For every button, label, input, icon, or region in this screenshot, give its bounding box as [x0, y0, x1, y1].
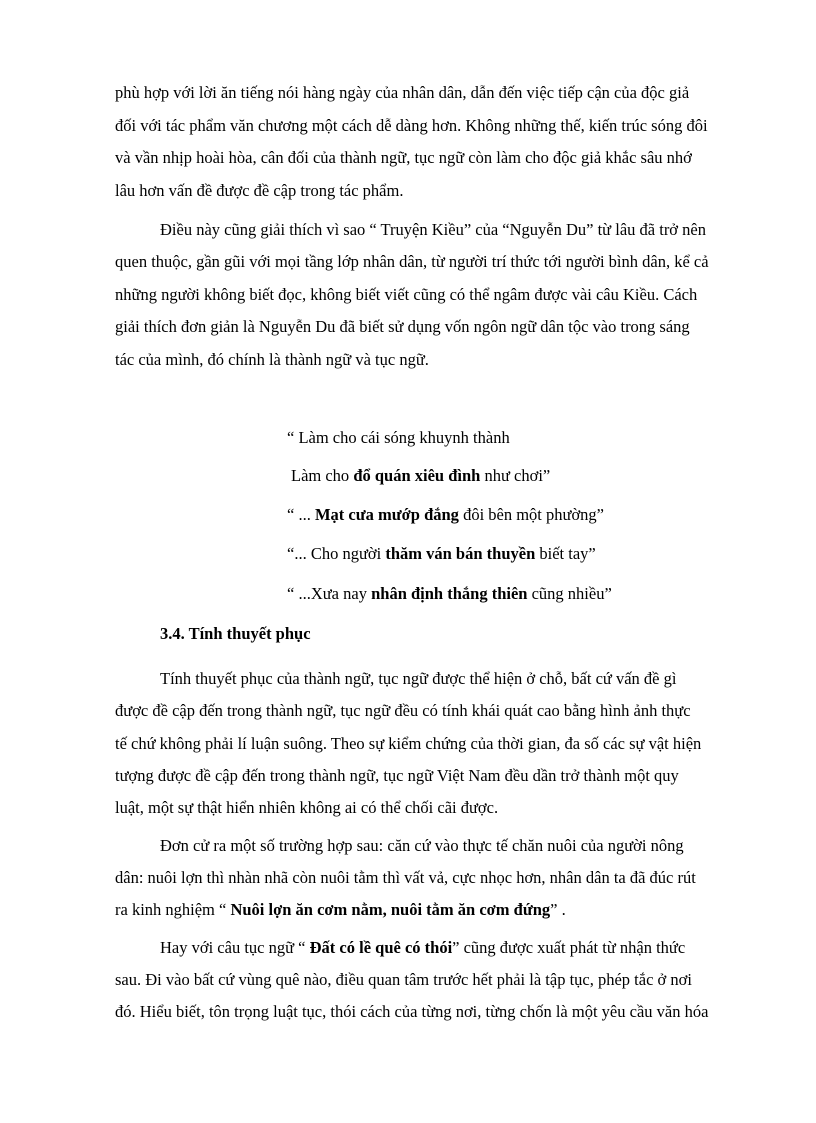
paragraph-2-line-4: giải thích đơn giản là Nguyễn Du đã biết sử dụng vốn ngôn ngữ dân tộc vào trong sáng — [115, 317, 690, 336]
paragraph-4-line-3 — [115, 900, 566, 920]
paragraph-5-line-1 — [160, 938, 685, 958]
verse-5 — [287, 584, 612, 604]
paragraph-4-line-1: Đơn cử ra một số trường hợp sau: căn cứ vào thực tế chăn nuôi của người nông — [160, 836, 684, 855]
paragraph-3-line-5: luật, một sự thật hiển nhiên không ai có thể chối cãi được. — [115, 798, 499, 817]
paragraph-2-line-2: quen thuộc, gần gũi với mọi tầng lớp nhân dân, từ người trí thức tới người bình dân, kể cả — [115, 252, 709, 271]
paragraph-4-line-2: dân: nuôi lợn thì nhàn nhã còn nuôi tằm thì vất vả, cực nhọc hơn, nhân dân ta đã đúc rút — [115, 868, 696, 887]
verse-1: “ Làm cho cái sóng khuynh thành — [287, 428, 510, 447]
paragraph-5-line-1-prefix: Hay với câu tục ngữ “ — [160, 938, 310, 957]
paragraph-5-line-2: sau. Đi vào bất cứ vùng quê nào, điều quan tâm trước hết phải là tập tục, phép tắc ở nơi — [115, 970, 692, 989]
verse-3-suffix: đôi bên một phường” — [458, 505, 605, 524]
paragraph-1-line-3: và vần nhịp hoài hòa, cân đối của thành ngữ, tục ngữ còn làm cho độc giả khắc sâu nhớ — [115, 148, 692, 167]
paragraph-2-line-5: tác của mình, đó chính là thành ngữ và tục ngữ. — [115, 350, 429, 369]
verse-3 — [287, 505, 604, 525]
paragraph-2-line-3: những người không biết đọc, không biết viết cũng có thể ngâm được vài câu Kiều. Cách — [115, 285, 698, 304]
paragraph-3-line-3: tế chứ không phải lí luận suông. Theo sự kiểm chứng của thời gian, đa số các sự vật hiện — [115, 734, 702, 753]
verse-3-prefix: “ ... — [287, 505, 315, 524]
paragraph-1-line-1: phù hợp với lời ăn tiếng nói hàng ngày của nhân dân, dẫn đến việc tiếp cận của độc giả — [115, 83, 690, 102]
verse-5-bold: nhân định thắng thiên — [371, 584, 528, 603]
verse-4 — [287, 544, 596, 564]
verse-5-prefix: “ ...Xưa nay — [287, 584, 372, 603]
verse-4-prefix: “... Cho người — [287, 544, 386, 563]
verse-5-suffix: cũng nhiều” — [527, 584, 612, 603]
verse-4-bold: thăm ván bán thuyền — [385, 544, 536, 563]
paragraph-3-line-1: Tính thuyết phục của thành ngữ, tục ngữ được thể hiện ở chỗ, bất cứ vấn đề gì — [160, 669, 677, 688]
proverb-1: Nuôi lợn ăn cơm nằm, nuôi tằm ăn cơm đứng — [230, 900, 551, 919]
paragraph-5-line-1-suffix: ” cũng được xuất phát từ nhận thức — [452, 938, 686, 957]
paragraph-3-line-2: được đề cập đến trong thành ngữ, tục ngữ đều có tính khái quát cao bằng hình ảnh thực — [115, 701, 691, 720]
verse-3-bold: Mạt cưa mướp đắng — [314, 505, 459, 524]
paragraph-5-line-3: đó. Hiểu biết, tôn trọng luật tục, thói cách của từng nơi, từng chốn là một yêu cầu văn hóa — [115, 1002, 709, 1021]
paragraph-3-line-4: tượng được đề cập đến trong thành ngữ, tục ngữ Việt Nam đều dần trở thành một quy — [115, 766, 679, 785]
verse-4-suffix: biết tay” — [535, 544, 596, 563]
paragraph-1-line-4: lâu hơn vấn đề được đề cập trong tác phẩm. — [115, 181, 404, 200]
paragraph-4-line-3-prefix: ra kinh nghiệm “ — [115, 900, 231, 919]
section-heading: 3.4. Tính thuyết phục — [160, 624, 311, 643]
verse-2-suffix: như chơi” — [480, 466, 551, 485]
verse-2-prefix: Làm cho — [291, 466, 354, 485]
paragraph-4-line-3-suffix: ” . — [550, 900, 566, 919]
verse-2 — [291, 466, 550, 486]
verse-2-bold: đổ quán xiêu đình — [353, 466, 481, 485]
paragraph-1-line-2: đối với tác phẩm văn chương một cách dễ dàng hơn. Không những thế, kiến trúc sóng đôi — [115, 116, 708, 135]
proverb-2: Đất có lề quê có thói — [309, 938, 453, 957]
paragraph-2-line-1: Điều này cũng giải thích vì sao “ Truyện Kiều” của “Nguyễn Du” từ lâu đã trở nên — [160, 220, 706, 239]
